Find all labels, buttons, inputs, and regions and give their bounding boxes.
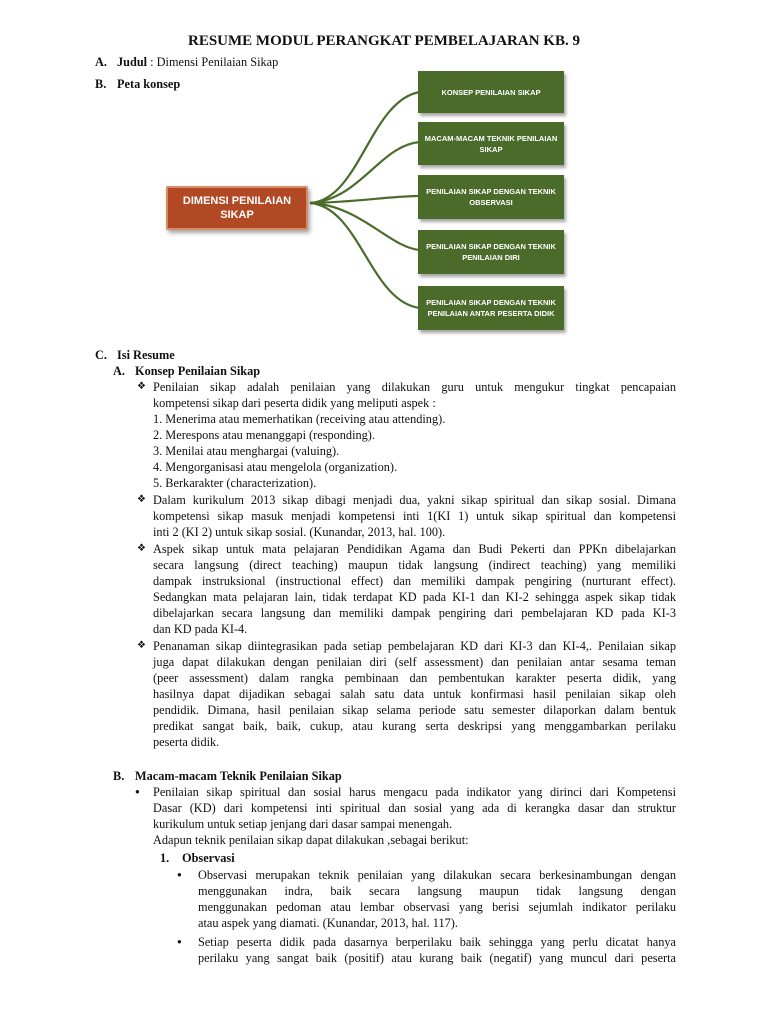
- paragraph-line: menggunakan pedoman atau lembar observasi yang berisi sejumlah indikator perilaku: [198, 900, 676, 914]
- diamond-bullet-icon: ❖: [137, 381, 146, 392]
- paragraph-line: atau aspek yang diamati. (Kunandar, 2013, hal. 117).: [198, 916, 458, 930]
- paragraph-line: secara langsung (direct teaching) maupun tidak langsung (indirect teaching) yang memiliki: [153, 558, 676, 572]
- paragraph-line: pendidik. Dimana, hasil penilaian sikap selama periode satu semester dilaporkan dalam bentuk: [153, 703, 676, 717]
- paragraph-line: Penilaian sikap spiritual dan sosial harus mengacu pada indikator yang dirinci dari Kompetensi: [153, 785, 676, 799]
- concept-map-root: DIMENSI PENILAIAN SIKAP: [166, 186, 308, 230]
- section-b: B. Peta konsep: [95, 77, 181, 91]
- paragraph-line: inti 2 (KI 2) untuk sikap sosial. (Kunandar, 2013, hal. 100).: [153, 525, 446, 539]
- paragraph-line: Penilaian sikap adalah penilaian yang dilakukan guru untuk mengukur tingkat pencapaian: [153, 380, 676, 394]
- paragraph-line: predikat sangat baik, baik, cukup, atau kurang serta deskripsi yang menggambarkan perilaku: [153, 719, 676, 733]
- paragraph-line: Dalam kurikulum 2013 sikap dibagi menjadi dua, yakni sikap spiritual dan sikap sosial. Dimana: [153, 493, 676, 507]
- paragraph-line: perilaku yang sangat baik (positif) atau kurang baik (negatif) yang muncul dari peserta: [198, 951, 676, 965]
- paragraph-line: Aspek sikap untuk mata pelajaran Pendidikan Agama dan Budi Pekerti dan PPKn dibelajarkan: [153, 542, 676, 556]
- page-title: RESUME MODUL PERANGKAT PEMBELAJARAN KB. 9: [188, 33, 580, 49]
- observasi-heading: 1. Observasi: [160, 851, 235, 865]
- paragraph-line: Dasar (KD) dari kompetensi inti spiritual dan sosial yang ada di kerangka dasar dan struktur: [153, 801, 676, 815]
- paragraph-line: Sedangkan mata pelajaran lain, tidak terdapat KD pada KI-1 dan KI-2 sehingga aspek sikap tidak: [153, 590, 676, 604]
- diamond-bullet-icon: ❖: [137, 494, 146, 505]
- paragraph-line: kurikulum untuk setiap jenjang dari dasar sampai menengah.: [153, 817, 453, 831]
- diamond-bullet-icon: ❖: [137, 640, 146, 651]
- paragraph-line: peserta didik.: [153, 735, 220, 749]
- paragraph-line: Setiap peserta didik pada dasarnya berperilaku baik sehingga yang perlu dicatat hanya: [198, 935, 676, 949]
- paragraph-line: (peer assessment) dalam rangka pembinaan dan pembentukan karakter peserta didik, yang: [153, 671, 676, 685]
- subsection-a: A. Konsep Penilaian Sikap: [113, 364, 261, 378]
- paragraph-line: dan KD pada KI-4.: [153, 622, 248, 636]
- paragraph-line: hasilnya dapat dijadikan sebagai salah satu data untuk konfirmasi hasil penilaian sikap oleh: [153, 687, 676, 701]
- subsection-b: B. Macam-macam Teknik Penilaian Sikap: [113, 769, 342, 783]
- list-item: 1. Menerima atau memerhatikan (receiving atau attending).: [153, 412, 446, 426]
- list-item: 5. Berkarakter (characterization).: [153, 476, 317, 490]
- dot-bullet-icon: ●: [177, 937, 182, 946]
- paragraph-line: kompetensi sikap dari peserta didik yang meliputi aspek :: [153, 396, 436, 410]
- concept-branch-4: PENILAIAN SIKAP DENGAN TEKNIK PENILAIAN DIRI: [418, 230, 564, 274]
- paragraph-line: dibelajarkan secara langsung dan memiliki dampak pengiring dari pembelajaran KD pada KI-3: [153, 606, 676, 620]
- concept-branch-5: PENILAIAN SIKAP DENGAN TEKNIK PENILAIAN ANTAR PESERTA DIDIK: [418, 286, 564, 330]
- dot-bullet-icon: ●: [135, 787, 140, 796]
- concept-branch-2: MACAM-MACAM TEKNIK PENILAIAN SIKAP: [418, 122, 564, 165]
- list-item: 4. Mengorganisasi atau mengelola (organization).: [153, 460, 398, 474]
- section-c: C. Isi Resume: [95, 348, 175, 362]
- paragraph-line: Penanaman sikap diintegrasikan pada setiap pembelajaran KD dari KI-3 dan KI-4,. Penilaian sikap: [153, 639, 676, 653]
- concept-branch-3: PENILAIAN SIKAP DENGAN TEKNIK OBSERVASI: [418, 175, 564, 219]
- list-item: 2. Merespons atau menanggapi (responding).: [153, 428, 375, 442]
- diamond-bullet-icon: ❖: [137, 543, 146, 554]
- concept-branch-1: KONSEP PENILAIAN SIKAP: [418, 71, 564, 113]
- paragraph-line: dampak instruksional (instructional effect) dan memiliki dampak pengiring (nurturant effect).: [153, 574, 676, 588]
- paragraph-line: juga dapat dilakukan dengan penilaian diri (self assessment) dan penilaian antar sesama teman: [153, 655, 676, 669]
- paragraph-line: kompetensi sikap masuk menjadi kompetensi inti 1(KI 1) untuk sikap spiritual dan kompetensi: [153, 509, 676, 523]
- list-item: 3. Menilai atau menghargai (valuing).: [153, 444, 340, 458]
- paragraph-line: menggunakan indra, baik secara langsung maupun tidak langsung dengan: [198, 884, 676, 898]
- paragraph-line: Observasi merupakan teknik penilaian yang dilakukan secara berkesinambungan dengan: [198, 868, 676, 882]
- paragraph-line: Adapun teknik penilaian sikap dapat dilakukan ,sebagai berikut:: [153, 833, 469, 847]
- section-a: A. Judul : Dimensi Penilaian Sikap: [95, 55, 279, 69]
- dot-bullet-icon: ●: [177, 870, 182, 879]
- concept-map-connectors: [300, 70, 430, 340]
